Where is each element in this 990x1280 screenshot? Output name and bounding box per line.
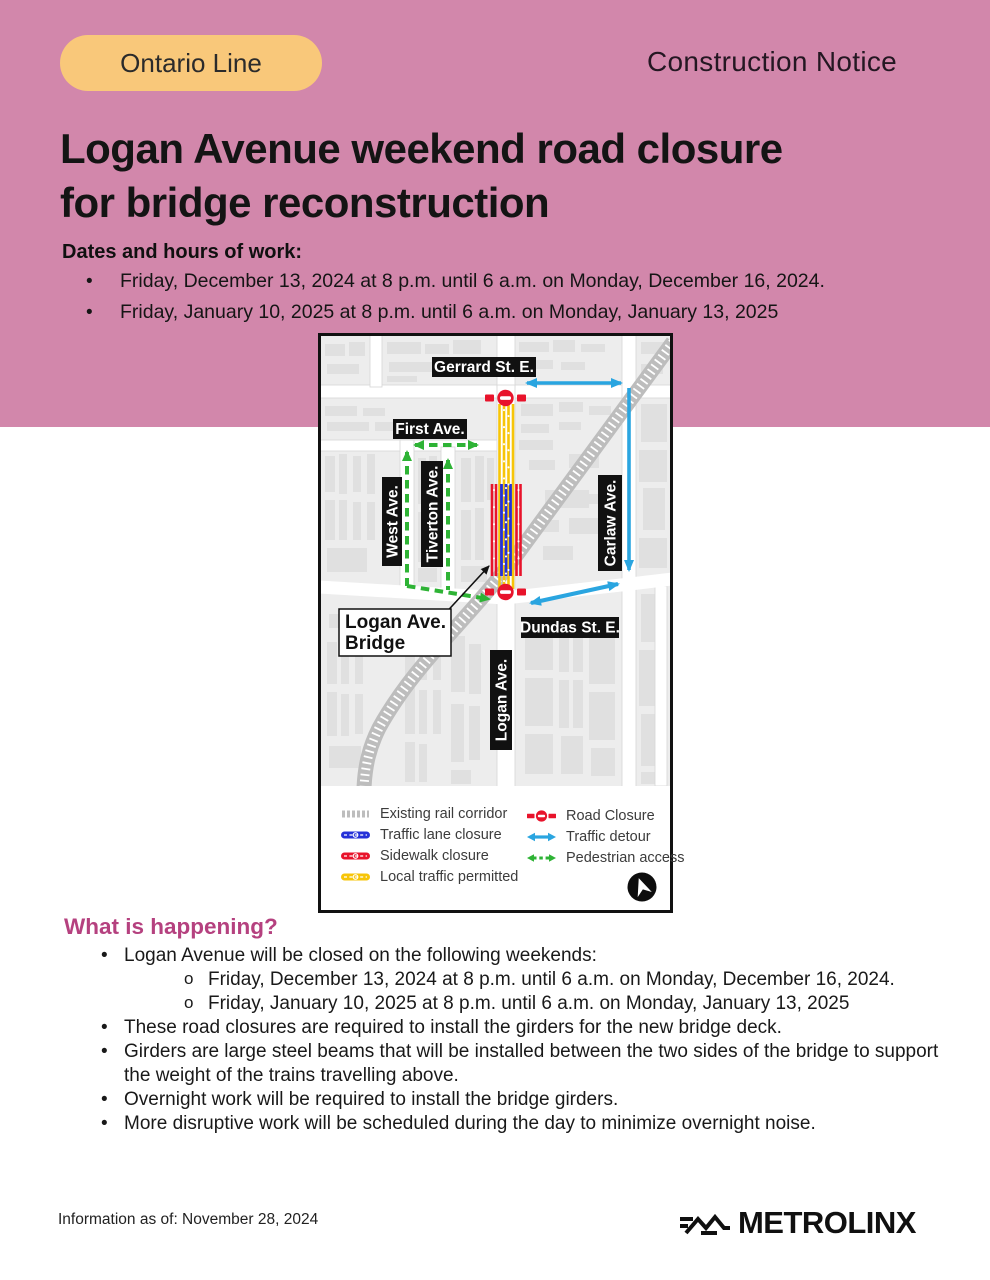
north-compass-icon	[627, 872, 657, 902]
label-carlaw: Carlaw Ave.	[602, 479, 620, 567]
legend-label: Local traffic permitted	[380, 868, 519, 885]
legend-item-pedestrian-access	[527, 847, 684, 868]
metrolinx-logo-icon	[679, 1205, 731, 1241]
ontario-line-badge	[60, 35, 322, 91]
label-logan: Logan Ave.	[493, 658, 511, 742]
lane-closure-markings	[502, 484, 511, 576]
legend-item-sidewalk-closure	[341, 845, 518, 866]
legend-left-column	[341, 803, 518, 887]
date-item: • Friday, December 13, 2024 at 8 p.m. until 6 a.m. on Monday, December 16, 2024.	[84, 266, 954, 297]
lane-closure-swatch-icon	[341, 829, 371, 841]
happening-sub-list	[184, 968, 945, 1016]
dates-heading: Dates and hours of work:	[62, 241, 303, 263]
legend-item-road-closure	[527, 805, 684, 826]
legend-label: Pedestrian access	[566, 849, 685, 866]
title-line-1: Logan Avenue weekend road closure	[60, 125, 783, 172]
label-logan-bridge: Logan Ave. Bridge	[345, 612, 446, 654]
map-illustration	[321, 336, 670, 786]
road-closure-swatch-icon	[527, 810, 557, 822]
badge-label: Ontario Line	[120, 47, 262, 78]
legend-right-column	[527, 805, 684, 868]
dates-list	[84, 266, 954, 328]
legend-item-rail	[341, 803, 518, 824]
legend-label: Sidewalk closure	[380, 847, 489, 864]
sidewalk-closure-swatch-icon	[341, 850, 371, 862]
happening-sub-item: o Friday, December 13, 2024 at 8 p.m. until 6 a.m. on Monday, December 16, 2024.	[184, 968, 914, 992]
happening-item-text: Logan Avenue will be closed on the following weekends:	[124, 945, 597, 966]
happening-item: • More disruptive work will be scheduled during the day to minimize overnight noise.	[100, 1112, 945, 1136]
pedestrian-access-swatch-icon	[527, 852, 557, 864]
label-tiverton: Tiverton Ave.	[424, 465, 442, 563]
local-traffic-swatch-icon	[341, 871, 371, 883]
label-first: First Ave.	[395, 421, 465, 438]
construction-map	[318, 333, 685, 913]
title-line-2: for bridge reconstruction	[60, 179, 550, 226]
legend-item-local-traffic	[341, 866, 518, 887]
happening-item: • Girders are large steel beams that will be installed between the two sides of the bridge to support the weight of the trains travelling above.	[100, 1040, 945, 1088]
traffic-detour-swatch-icon	[527, 831, 557, 843]
page-title	[60, 122, 920, 230]
legend-label: Traffic lane closure	[380, 826, 502, 843]
map-legend	[321, 786, 685, 910]
legend-label: Existing rail corridor	[380, 805, 508, 822]
happening-sub-item: o Friday, January 10, 2025 at 8 p.m. until 6 a.m. on Monday, January 13, 2025	[184, 992, 914, 1016]
happening-item	[100, 944, 945, 1016]
metrolinx-logo	[679, 1205, 916, 1241]
happening-list	[100, 944, 945, 1136]
happening-item: • These road closures are required to install the girders for the new bridge deck.	[100, 1016, 945, 1040]
what-is-happening-heading: What is happening?	[64, 914, 278, 939]
date-item: • Friday, January 10, 2025 at 8 p.m. until 6 a.m. on Monday, January 13, 2025	[84, 297, 954, 328]
label-dundas: Dundas St. E.	[520, 619, 620, 637]
legend-label: Traffic detour	[566, 828, 651, 845]
label-west: West Ave.	[384, 485, 402, 558]
rail-corridor-swatch-icon	[341, 808, 371, 820]
legend-label: Road Closure	[566, 807, 655, 824]
footer-info-date: Information as of: November 28, 2024	[58, 1211, 319, 1228]
metrolinx-wordmark: METROLINX	[737, 1205, 916, 1240]
happening-item: • Overnight work will be required to install the bridge girders.	[100, 1088, 945, 1112]
legend-item-traffic-detour	[527, 826, 684, 847]
notice-type-label: Construction Notice	[647, 46, 898, 77]
legend-item-lane-closure	[341, 824, 518, 845]
label-gerrard: Gerrard St. E.	[434, 359, 534, 376]
